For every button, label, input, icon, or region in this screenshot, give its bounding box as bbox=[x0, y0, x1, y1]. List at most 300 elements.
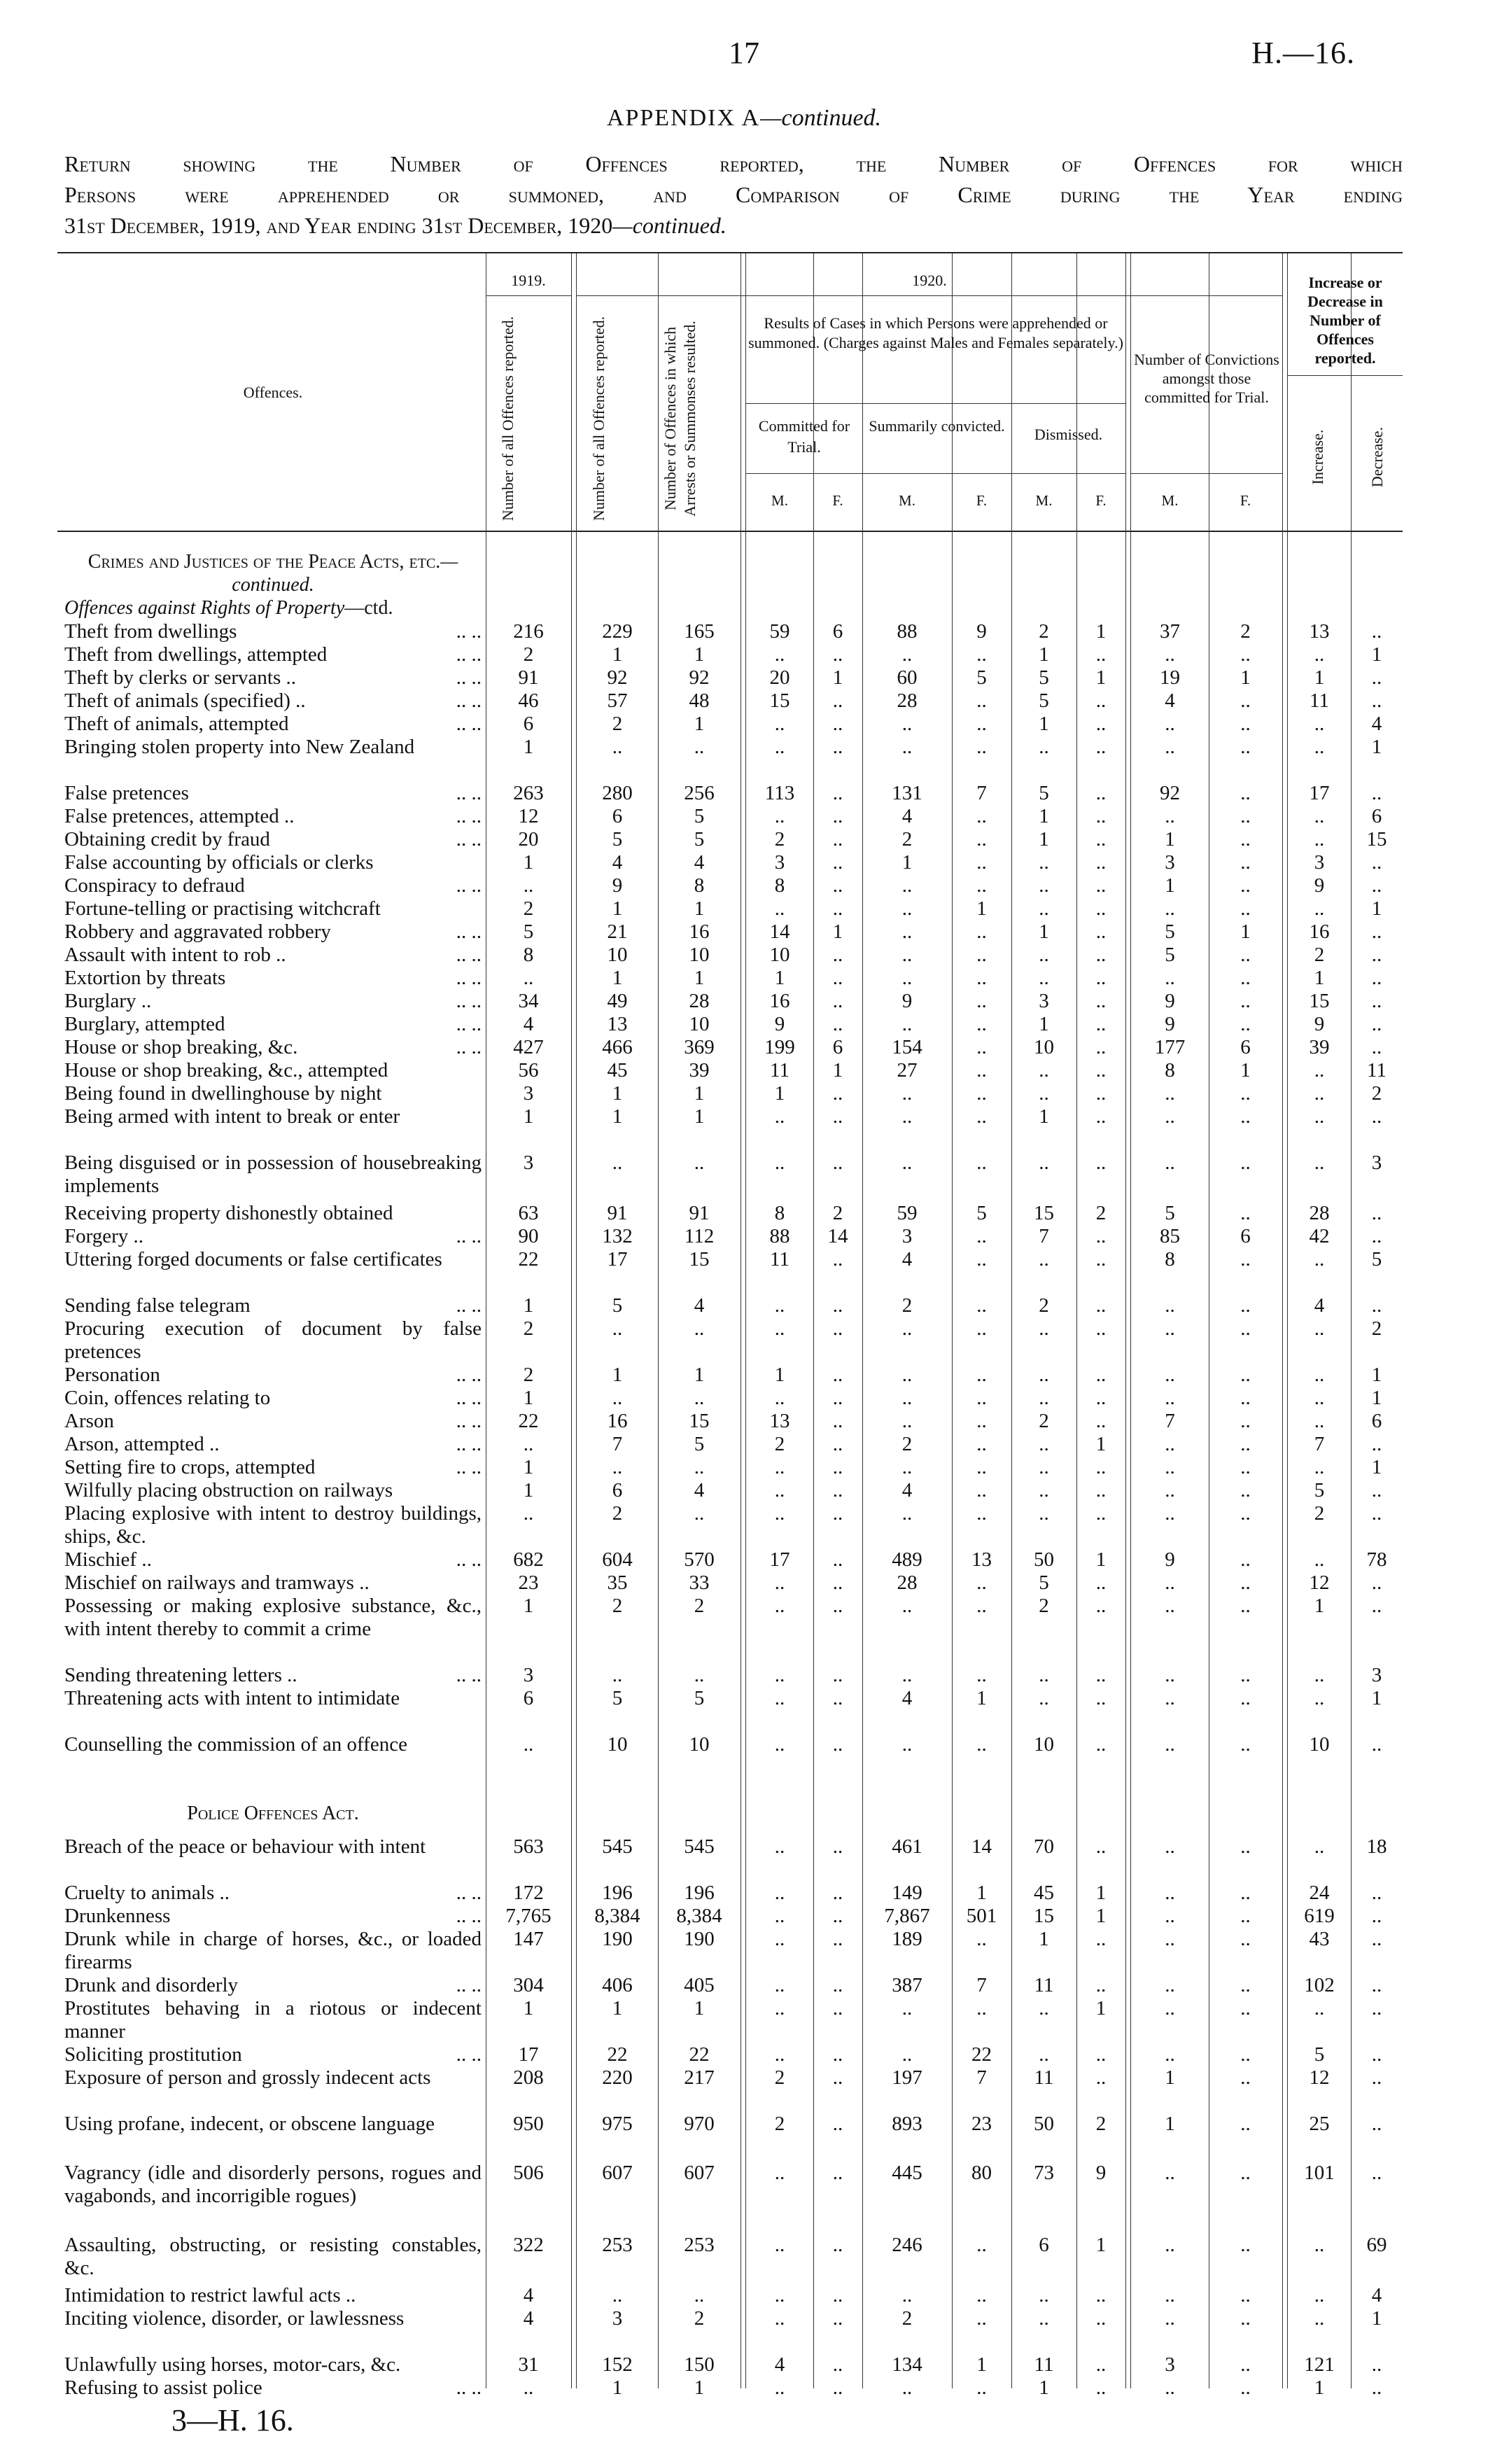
col-header-reported-1920 bbox=[590, 314, 608, 524]
table-cell: .. bbox=[1095, 1456, 1107, 1478]
table-cell: .. bbox=[523, 1502, 534, 1525]
table-cell: .. bbox=[1039, 944, 1049, 966]
table-cell: 189 bbox=[892, 1928, 922, 1950]
table-cell: 4 bbox=[901, 1687, 913, 1709]
table-cell: .. bbox=[1371, 1479, 1382, 1502]
table-cell: .. bbox=[901, 713, 913, 735]
table-cell: .. bbox=[1240, 1105, 1251, 1128]
offence-label: False pretences .. .. bbox=[64, 782, 482, 804]
table-cell: 154 bbox=[892, 1036, 922, 1058]
table-cell: .. bbox=[1095, 2307, 1107, 2330]
table-cell: 1 bbox=[612, 1364, 623, 1386]
table-cell: .. bbox=[1240, 944, 1251, 966]
table-cell: .. bbox=[832, 2066, 843, 2089]
table-cell: .. bbox=[1314, 1835, 1325, 1858]
table-cell: .. bbox=[1165, 2162, 1175, 2184]
table-cell: 6 bbox=[1371, 805, 1382, 827]
table-cell: 22 bbox=[518, 1248, 539, 1270]
table-cell: .. bbox=[1314, 2234, 1325, 2256]
table-cell: .. bbox=[612, 1387, 623, 1409]
table-cell: .. bbox=[1314, 1410, 1325, 1432]
table-cell: .. bbox=[1240, 1202, 1251, 1224]
table-cell: .. bbox=[901, 1456, 913, 1478]
table-cell: 59 bbox=[769, 620, 790, 643]
table-cell: .. bbox=[1371, 1225, 1382, 1247]
table-cell: 1 bbox=[901, 851, 913, 874]
table-cell: 5 bbox=[976, 1202, 987, 1224]
table-cell: .. bbox=[976, 1502, 987, 1525]
table-cell: .. bbox=[774, 1595, 785, 1617]
table-cell: .. bbox=[901, 1733, 913, 1756]
table-cell: .. bbox=[1314, 736, 1325, 758]
table-cell: 1 bbox=[832, 666, 843, 689]
table-cell: 16 bbox=[1309, 920, 1330, 943]
table-cell: 7 bbox=[1314, 1433, 1325, 1455]
table-cell: .. bbox=[832, 851, 843, 874]
table-cell: 9 bbox=[1165, 1548, 1175, 1571]
table-cell: .. bbox=[774, 1456, 785, 1478]
table-cell: 8,384 bbox=[676, 1905, 722, 1927]
offence-label: Soliciting prostitution .. .. bbox=[64, 2043, 482, 2066]
table-cell: .. bbox=[832, 1882, 843, 1904]
table-cell: .. bbox=[1165, 1479, 1175, 1502]
table-cell: 1 bbox=[612, 897, 623, 920]
table-cell: .. bbox=[1314, 1152, 1325, 1174]
table-cell: .. bbox=[774, 1905, 785, 1927]
table-cell: .. bbox=[976, 1572, 987, 1594]
table-cell: .. bbox=[1165, 1595, 1175, 1617]
table-cell: .. bbox=[901, 874, 913, 897]
table-cell: .. bbox=[832, 828, 843, 850]
offence-label: Being found in dwellinghouse by night bbox=[64, 1082, 382, 1105]
table-cell: 545 bbox=[602, 1835, 633, 1858]
table-cell: 280 bbox=[602, 782, 633, 804]
table-cell: .. bbox=[1039, 2043, 1049, 2066]
offence-label: Setting fire to crops, attempted .. .. bbox=[64, 1456, 482, 1478]
table-cell: .. bbox=[901, 920, 913, 943]
table-cell: 2 bbox=[1039, 1410, 1049, 1432]
table-cell: 4 bbox=[901, 1248, 913, 1270]
table-cell: 4 bbox=[523, 2284, 534, 2306]
table-cell: 1 bbox=[1371, 643, 1382, 666]
table-cell: 11 bbox=[770, 1059, 789, 1082]
table-cell: 9 bbox=[1095, 2162, 1107, 2184]
table-cell: .. bbox=[1095, 1105, 1107, 1128]
table-cell: .. bbox=[1095, 1687, 1107, 1709]
table-cell: 1 bbox=[523, 1294, 534, 1317]
table-cell: 246 bbox=[892, 2234, 922, 2256]
offence-label: Possessing or making explosive substance, &c., with intent thereby to commit a crime bbox=[64, 1595, 482, 1640]
table-cell: 50 bbox=[1034, 1548, 1054, 1571]
table-cell: 405 bbox=[684, 1974, 715, 1996]
table-cell: .. bbox=[774, 1733, 785, 1756]
table-cell: .. bbox=[1039, 1152, 1049, 1174]
table-cell: 2 bbox=[1095, 2113, 1107, 2135]
table-cell: .. bbox=[1240, 2307, 1251, 2330]
page-number: 17 bbox=[729, 36, 759, 70]
table-cell: .. bbox=[694, 1502, 705, 1525]
table-cell: 10 bbox=[607, 944, 628, 966]
table-cell: 369 bbox=[684, 1036, 715, 1058]
table-cell: 2 bbox=[1039, 1595, 1049, 1617]
rule-under-1920 bbox=[577, 295, 1282, 296]
table-cell: 3 bbox=[523, 1152, 534, 1174]
table-cell: 196 bbox=[602, 1882, 633, 1904]
table-cell: 1 bbox=[1095, 1882, 1107, 1904]
table-cell: .. bbox=[1240, 1410, 1251, 1432]
table-cell: 8 bbox=[523, 944, 534, 966]
table-cell: .. bbox=[1240, 2066, 1251, 2089]
table-cell: .. bbox=[976, 643, 987, 666]
table-cell: 3 bbox=[1371, 1152, 1382, 1174]
table-cell: .. bbox=[832, 1248, 843, 1270]
offence-label: Unlawfully using horses, motor-cars, &c. bbox=[64, 2353, 401, 2376]
table-cell: .. bbox=[774, 2376, 785, 2399]
table-cell: .. bbox=[901, 1013, 913, 1035]
offence-label: Extortion by threats .. .. bbox=[64, 967, 482, 989]
leader-dots: .. .. bbox=[456, 2376, 482, 2399]
table-cell: .. bbox=[1240, 1928, 1251, 1950]
table-cell: 950 bbox=[513, 2113, 544, 2135]
table-cell: 17 bbox=[607, 1248, 628, 1270]
title-line-3 bbox=[64, 210, 1403, 241]
table-cell: 1 bbox=[1039, 643, 1049, 666]
offence-label: Fortune-telling or practising witchcraft bbox=[64, 897, 381, 920]
table-cell: .. bbox=[1240, 805, 1251, 827]
table-cell: 1 bbox=[774, 967, 785, 989]
table-cell: 1 bbox=[1371, 1687, 1382, 1709]
table-cell: 3 bbox=[1371, 1664, 1382, 1686]
table-cell: .. bbox=[1371, 1928, 1382, 1950]
offence-label: Theft of animals, attempted .. .. bbox=[64, 713, 482, 735]
table-cell: 4 bbox=[612, 851, 623, 874]
table-cell: .. bbox=[1165, 1317, 1175, 1340]
leader-dots: .. .. bbox=[456, 666, 482, 689]
table-cell: 45 bbox=[1034, 1882, 1054, 1904]
table-cell: 2 bbox=[901, 2307, 913, 2330]
table-cell: 2 bbox=[694, 1595, 705, 1617]
table-cell: 2 bbox=[774, 828, 785, 850]
table-cell: .. bbox=[1371, 1997, 1382, 2019]
table-cell: 88 bbox=[769, 1225, 790, 1247]
table-cell: .. bbox=[1165, 1733, 1175, 1756]
table-cell: 22 bbox=[971, 2043, 992, 2066]
table-cell: 8 bbox=[774, 1202, 785, 1224]
table-cell: .. bbox=[1165, 1974, 1175, 1996]
table-cell: .. bbox=[976, 1013, 987, 1035]
table-cell: .. bbox=[832, 1664, 843, 1686]
table-cell: .. bbox=[1314, 1997, 1325, 2019]
table-cell: 506 bbox=[513, 2162, 544, 2184]
leader-dots: .. .. bbox=[456, 1433, 482, 1455]
table-cell: .. bbox=[901, 1317, 913, 1340]
table-cell: 3 bbox=[774, 851, 785, 874]
table-cell: .. bbox=[832, 967, 843, 989]
table-cell: 1 bbox=[612, 1082, 623, 1105]
table-cell: 5 bbox=[1039, 666, 1049, 689]
rule-above-conv-mf bbox=[1131, 473, 1282, 474]
table-cell: .. bbox=[976, 2284, 987, 2306]
committed-m-label: M. bbox=[771, 492, 788, 509]
table-cell: .. bbox=[1095, 1152, 1107, 1174]
table-cell: .. bbox=[1095, 851, 1107, 874]
table-cell: 9 bbox=[774, 1013, 785, 1035]
table-cell: 13 bbox=[769, 1410, 790, 1432]
table-cell: 607 bbox=[684, 2162, 715, 2184]
table-cell: .. bbox=[1039, 967, 1049, 989]
offence-label: Bringing stolen property into New Zealand bbox=[64, 736, 415, 758]
table-cell: 59 bbox=[897, 1202, 918, 1224]
table-cell: 2 bbox=[1371, 1082, 1382, 1105]
table-cell: 60 bbox=[897, 666, 918, 689]
table-cell: .. bbox=[1095, 1410, 1107, 1432]
table-cell: .. bbox=[1371, 967, 1382, 989]
table-cell: 91 bbox=[518, 666, 539, 689]
table-cell: .. bbox=[774, 2307, 785, 2330]
table-cell: 70 bbox=[1034, 1835, 1054, 1858]
table-cell: 16 bbox=[607, 1410, 628, 1432]
table-cell: 6 bbox=[1240, 1036, 1251, 1058]
table-cell: 50 bbox=[1034, 2113, 1054, 2135]
table-cell: 4 bbox=[901, 1479, 913, 1502]
table-cell: 22 bbox=[518, 1410, 539, 1432]
table-cell: 970 bbox=[684, 2113, 715, 2135]
table-cell: .. bbox=[1240, 2353, 1251, 2376]
table-cell: .. bbox=[1371, 1013, 1382, 1035]
offence-label: Burglary, attempted .. .. bbox=[64, 1013, 482, 1035]
convictions-f-label: F. bbox=[1240, 492, 1251, 509]
table-cell: .. bbox=[1095, 1835, 1107, 1858]
table-cell: 9 bbox=[1165, 1013, 1175, 1035]
table-cell: 190 bbox=[602, 1928, 633, 1950]
table-cell: .. bbox=[832, 1387, 843, 1409]
table-cell: .. bbox=[774, 2284, 785, 2306]
table-cell: .. bbox=[1240, 1456, 1251, 1478]
arrests-text: Number of Offences in which Arrests or Summonses resulted. bbox=[661, 321, 699, 517]
table-cell: 4 bbox=[523, 2307, 534, 2330]
table-cell: .. bbox=[1371, 1202, 1382, 1224]
table-cell: .. bbox=[832, 1928, 843, 1950]
col-header-increase bbox=[1309, 391, 1327, 524]
table-cell: 2 bbox=[612, 713, 623, 735]
table-cell: 13 bbox=[971, 1548, 992, 1571]
table-cell: .. bbox=[1240, 2284, 1251, 2306]
table-cell: 152 bbox=[602, 2353, 633, 2376]
table-cell: 4 bbox=[1371, 713, 1382, 735]
table-cell: 1 bbox=[1165, 2113, 1175, 2135]
offence-label: Burglary .. .. .. bbox=[64, 990, 482, 1012]
table-cell: 92 bbox=[689, 666, 710, 689]
decrease-text: Decrease. bbox=[1368, 426, 1386, 488]
leader-dots: .. .. bbox=[456, 1905, 482, 1927]
offence-label: Mischief on railways and tramways .. bbox=[64, 1572, 370, 1594]
table-cell: .. bbox=[832, 944, 843, 966]
table-cell: .. bbox=[1240, 897, 1251, 920]
table-cell: .. bbox=[1240, 1317, 1251, 1340]
table-cell: .. bbox=[1165, 1687, 1175, 1709]
table-cell: 322 bbox=[513, 2234, 544, 2256]
table-cell: .. bbox=[1095, 1225, 1107, 1247]
table-cell: 5 bbox=[1039, 782, 1049, 804]
table-cell: .. bbox=[774, 1835, 785, 1858]
table-cell: .. bbox=[774, 2162, 785, 2184]
leader-dots: .. .. bbox=[456, 1036, 482, 1058]
table-cell: 177 bbox=[1154, 1036, 1186, 1058]
table-cell: .. bbox=[832, 1835, 843, 1858]
table-cell: .. bbox=[832, 1595, 843, 1617]
table-cell: 1 bbox=[1165, 874, 1175, 897]
table-cell: 1 bbox=[523, 736, 534, 758]
table-cell: 7,765 bbox=[505, 1905, 552, 1927]
table-cell: .. bbox=[774, 1664, 785, 1686]
dismissed-f-label: F. bbox=[1095, 492, 1107, 509]
table-cell: 69 bbox=[1366, 2234, 1387, 2256]
header-bottom-rule bbox=[57, 531, 1403, 532]
section-property-continued: —ctd. bbox=[344, 597, 393, 619]
table-cell: 1 bbox=[694, 967, 705, 989]
table-cell: 8,384 bbox=[594, 1905, 640, 1927]
table-cell: .. bbox=[1095, 782, 1107, 804]
table-cell: .. bbox=[976, 1928, 987, 1950]
table-cell: .. bbox=[774, 1974, 785, 1996]
table-cell: .. bbox=[976, 736, 987, 758]
table-cell: 57 bbox=[607, 690, 628, 712]
table-cell: .. bbox=[612, 736, 623, 758]
table-cell: .. bbox=[1240, 2043, 1251, 2066]
table-cell: .. bbox=[1240, 736, 1251, 758]
table-cell: 4 bbox=[694, 851, 705, 874]
table-cell: .. bbox=[1095, 1572, 1107, 1594]
table-cell: .. bbox=[1039, 1082, 1049, 1105]
table-cell: .. bbox=[976, 1595, 987, 1617]
table-cell: .. bbox=[1240, 1572, 1251, 1594]
leader-dots: .. .. bbox=[456, 1882, 482, 1904]
table-cell: .. bbox=[1314, 1387, 1325, 1409]
table-cell: .. bbox=[1371, 690, 1382, 712]
table-cell: .. bbox=[1314, 805, 1325, 827]
table-cell: 1 bbox=[1371, 2307, 1382, 2330]
summarily-f-label: F. bbox=[976, 492, 988, 509]
table-cell: .. bbox=[976, 805, 987, 827]
table-cell: .. bbox=[1165, 1364, 1175, 1386]
table-cell: .. bbox=[832, 1456, 843, 1478]
table-cell: 406 bbox=[602, 1974, 633, 1996]
table-cell: .. bbox=[1371, 782, 1382, 804]
offence-label: Drunk while in charge of horses, &c., or loaded firearms bbox=[64, 1928, 482, 1973]
table-cell: .. bbox=[774, 1152, 785, 1174]
offence-label: Robbery and aggravated robbery .. .. bbox=[64, 920, 482, 943]
table-cell: 5 bbox=[612, 1687, 623, 1709]
table-cell: 3 bbox=[523, 1664, 534, 1686]
table-cell: .. bbox=[1039, 1502, 1049, 1525]
table-cell: .. bbox=[1095, 736, 1107, 758]
section-crimes-title: Crimes and Justices of the Peace Acts, etc. bbox=[87, 551, 441, 573]
table-cell: 445 bbox=[892, 2162, 922, 2184]
table-cell: 10 bbox=[689, 944, 710, 966]
table-cell: 1 bbox=[1039, 1013, 1049, 1035]
table-cell: .. bbox=[1314, 1248, 1325, 1270]
table-cell: .. bbox=[1165, 1152, 1175, 1174]
table-cell: 607 bbox=[602, 2162, 633, 2184]
table-cell: .. bbox=[1095, 1974, 1107, 1996]
offence-label: Breach of the peace or behaviour with intent bbox=[64, 1835, 426, 1858]
offence-label: Sending false telegram .. .. bbox=[64, 1294, 482, 1317]
table-cell: 6 bbox=[1371, 1410, 1382, 1432]
table-cell: 15 bbox=[1034, 1905, 1054, 1927]
table-cell: 570 bbox=[684, 1548, 715, 1571]
table-cell: .. bbox=[832, 1152, 843, 1174]
table-cell: 172 bbox=[513, 1882, 544, 1904]
table-cell: .. bbox=[1095, 828, 1107, 850]
table-cell: 2 bbox=[1371, 1317, 1382, 1340]
table-cell: 4 bbox=[1314, 1294, 1325, 1317]
section-property-heading bbox=[64, 596, 393, 620]
appendix-heading bbox=[0, 105, 1488, 132]
table-cell: .. bbox=[976, 967, 987, 989]
table-cell: .. bbox=[1240, 1882, 1251, 1904]
col-header-committed: Committed for Trial. bbox=[758, 417, 850, 456]
table-cell: 9 bbox=[976, 620, 987, 643]
increase-text: Increase. bbox=[1309, 429, 1326, 485]
table-cell: .. bbox=[1095, 1013, 1107, 1035]
table-cell: .. bbox=[694, 1456, 705, 1478]
table-cell: 1 bbox=[976, 1687, 987, 1709]
table-cell: .. bbox=[901, 1664, 913, 1686]
table-cell: .. bbox=[1095, 805, 1107, 827]
table-cell: 10 bbox=[607, 1733, 628, 1756]
table-cell: 35 bbox=[607, 1572, 628, 1594]
col-header-arrests bbox=[661, 314, 700, 524]
table-cell: .. bbox=[1095, 2353, 1107, 2376]
offence-label: House or shop breaking, &c., attempted bbox=[64, 1059, 388, 1082]
col-header-offences: Offences. bbox=[243, 384, 303, 401]
offence-label: Being armed with intent to break or enter bbox=[64, 1105, 400, 1128]
table-cell: 20 bbox=[518, 828, 539, 850]
table-cell: .. bbox=[976, 2234, 987, 2256]
table-cell: .. bbox=[832, 1974, 843, 1996]
table-cell: .. bbox=[1095, 643, 1107, 666]
section-police-heading bbox=[64, 1802, 482, 1825]
table-cell: .. bbox=[1039, 1364, 1049, 1386]
table-cell: .. bbox=[1165, 2043, 1175, 2066]
table-cell: 5 bbox=[694, 1687, 705, 1709]
table-cell: 2 bbox=[523, 643, 534, 666]
table-title bbox=[64, 148, 1403, 241]
table-cell: .. bbox=[1314, 1364, 1325, 1386]
table-cell: 7 bbox=[1165, 1410, 1175, 1432]
offence-label: Wilfully placing obstruction on railways bbox=[64, 1479, 393, 1502]
offence-label: Exposure of person and grossly indecent acts bbox=[64, 2066, 431, 2089]
table-cell: .. bbox=[612, 1317, 623, 1340]
table-cell: .. bbox=[1095, 1733, 1107, 1756]
table-cell: 6 bbox=[832, 620, 843, 643]
title-line-2-text: Persons were apprehended or summoned, and Comparison of Crime during the Year ending bbox=[64, 182, 1403, 207]
table-cell: .. bbox=[901, 2284, 913, 2306]
table-cell: 893 bbox=[892, 2113, 922, 2135]
table-cell: .. bbox=[832, 2113, 843, 2135]
table-cell: .. bbox=[832, 1410, 843, 1432]
table-cell: .. bbox=[1095, 1387, 1107, 1409]
table-cell: .. bbox=[1240, 1997, 1251, 2019]
table-cell: 5 bbox=[694, 805, 705, 827]
table-cell: .. bbox=[901, 1387, 913, 1409]
table-cell: .. bbox=[694, 1152, 705, 1174]
table-cell: .. bbox=[1371, 2376, 1382, 2399]
table-cell: 2 bbox=[612, 1502, 623, 1525]
leader-dots: .. .. bbox=[456, 2043, 482, 2066]
table-cell: 31 bbox=[518, 2353, 539, 2376]
leader-dots: .. .. bbox=[456, 620, 482, 643]
